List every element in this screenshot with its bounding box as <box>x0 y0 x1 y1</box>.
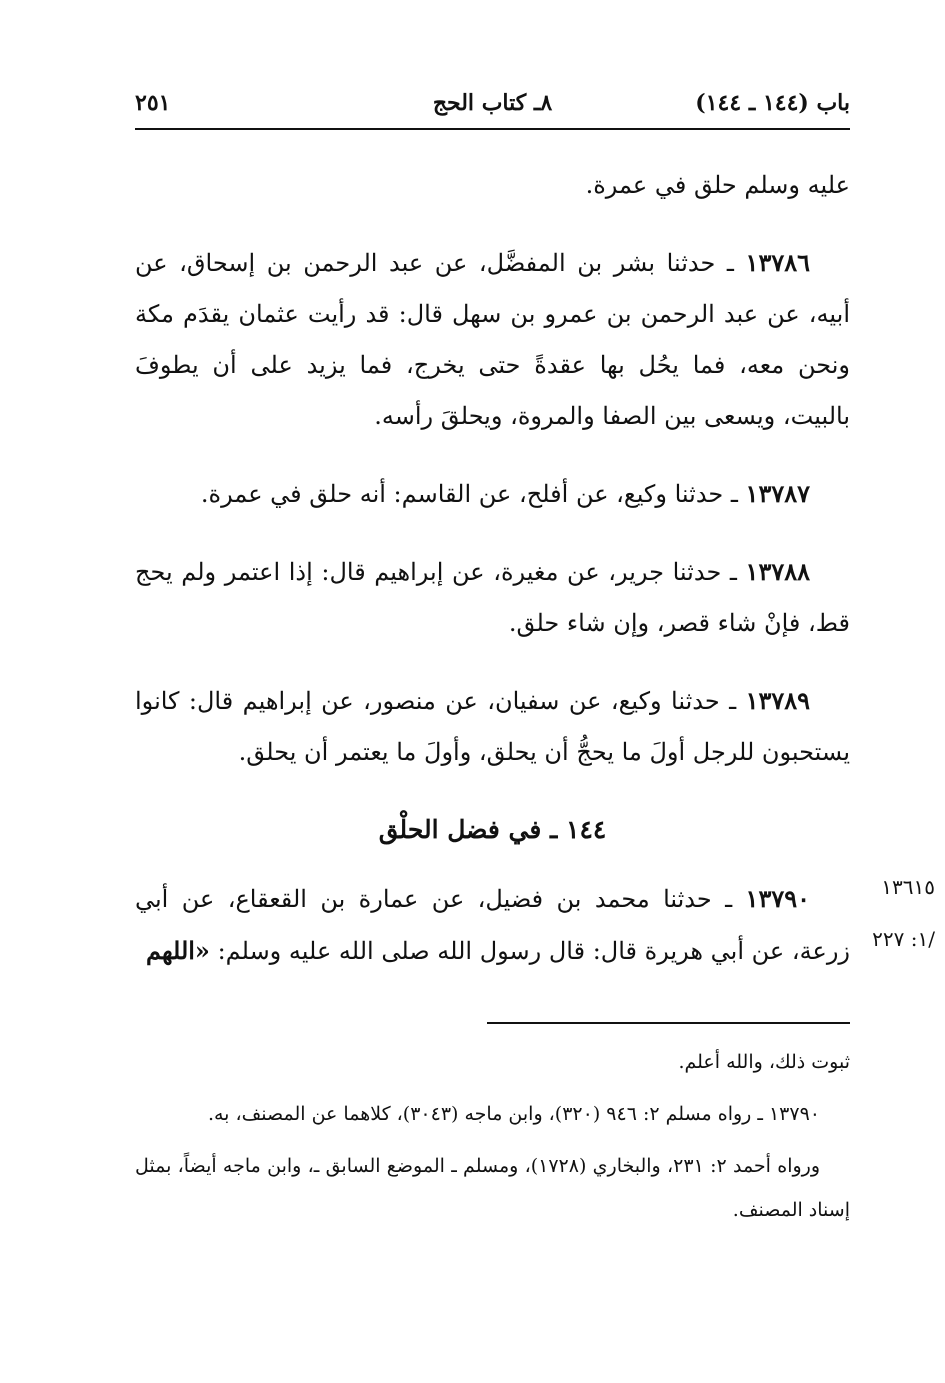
margin-note-reference: ١٣٦١٥ <box>881 875 935 899</box>
hadith-text: ـ حدثنا بشر بن المفضَّل، عن عبد الرحمن بن إسحاق، عن أبيه، عن عبد الرحمن بن عمرو بن سهل قال: قد رأيت عثمان يقدَم مكة ونحن معه، فما يحُل بها عقدةً حتى يخرج، فما يزيد على أن يطوفَ بالبيت، ويسعى بين الصفا والمروة، ويحلقَ رأسه. <box>135 249 850 430</box>
hadith-number: ١٣٧٨٦ <box>745 248 810 277</box>
hadith-13787 <box>135 468 850 520</box>
page-header <box>135 80 850 130</box>
footnote: ١٣٧٩٠ ـ رواه مسلم ٢: ٩٤٦ (٣٢٠)، وابن ماجه (٣٠٤٣)، كلاهما عن المصنف، به. <box>207 1103 820 1125</box>
hadith-number: ١٣٧٩٠ <box>745 884 810 913</box>
chapter-range: باب (١٤٤ ـ ١٤٤) <box>695 90 850 116</box>
main-text <box>135 160 850 1003</box>
paragraph-text: عليه وسلم حلق في عمرة. <box>585 171 850 199</box>
hadith-text: ـ حدثنا محمد بن فضيل، عن عمارة بن القعقاع، عن أبي زرعة، عن أبي هريرة قال: قال رسول الله صلى الله عليه وسلم: <box>135 885 850 965</box>
hadith-13789 <box>135 675 850 778</box>
hadith-text: ـ حدثنا وكيع، عن أفلح، عن القاسم: أنه حلق في عمرة. <box>200 480 746 508</box>
hadith-13786 <box>135 237 850 442</box>
hadith-13788 <box>135 546 850 649</box>
footnote: ثبوت ذلك، والله أعلم. <box>678 1051 850 1073</box>
hadith-text: ـ حدثنا وكيع، عن سفيان، عن منصور، عن إبراهيم قال: كانوا يستحبون للرجل أولَ ما يحجُّ أن يحلق، وأولَ ما يعتمر أن يحلق. <box>135 687 850 766</box>
paragraph-continuation <box>135 160 850 211</box>
section-title: ١٤٤ ـ في فضل الحلْق <box>378 815 607 844</box>
footnote-separator <box>487 1022 850 1024</box>
hadith-bold-tail: «اللهم <box>145 936 210 965</box>
footnotes <box>135 1040 850 1240</box>
hadith-number: ١٣٧٨٨ <box>745 557 810 586</box>
hadith-number: ١٣٧٨٧ <box>745 479 810 508</box>
margin-note-volume-page: /١: ٢٢٧ <box>872 927 935 951</box>
hadith-text: ـ حدثنا جرير، عن مغيرة، عن إبراهيم قال: إذا اعتمر ولم يحج قط، فإنْ شاء قصر، وإن شاء حلق. <box>135 558 850 637</box>
hadith-13790 <box>135 873 850 977</box>
hadith-number: ١٣٧٨٩ <box>745 686 811 715</box>
page-number: ٢٥١ <box>135 90 171 116</box>
book-title: ٨ـ كتاب الحج <box>432 90 553 116</box>
footnote: ورواه أحمد ٢: ٢٣١، والبخاري (١٧٢٨)، ومسلم ـ الموضع السابق ـ، وابن ماجه أيضاً، بمثل إسناد المصنف. <box>135 1155 850 1221</box>
